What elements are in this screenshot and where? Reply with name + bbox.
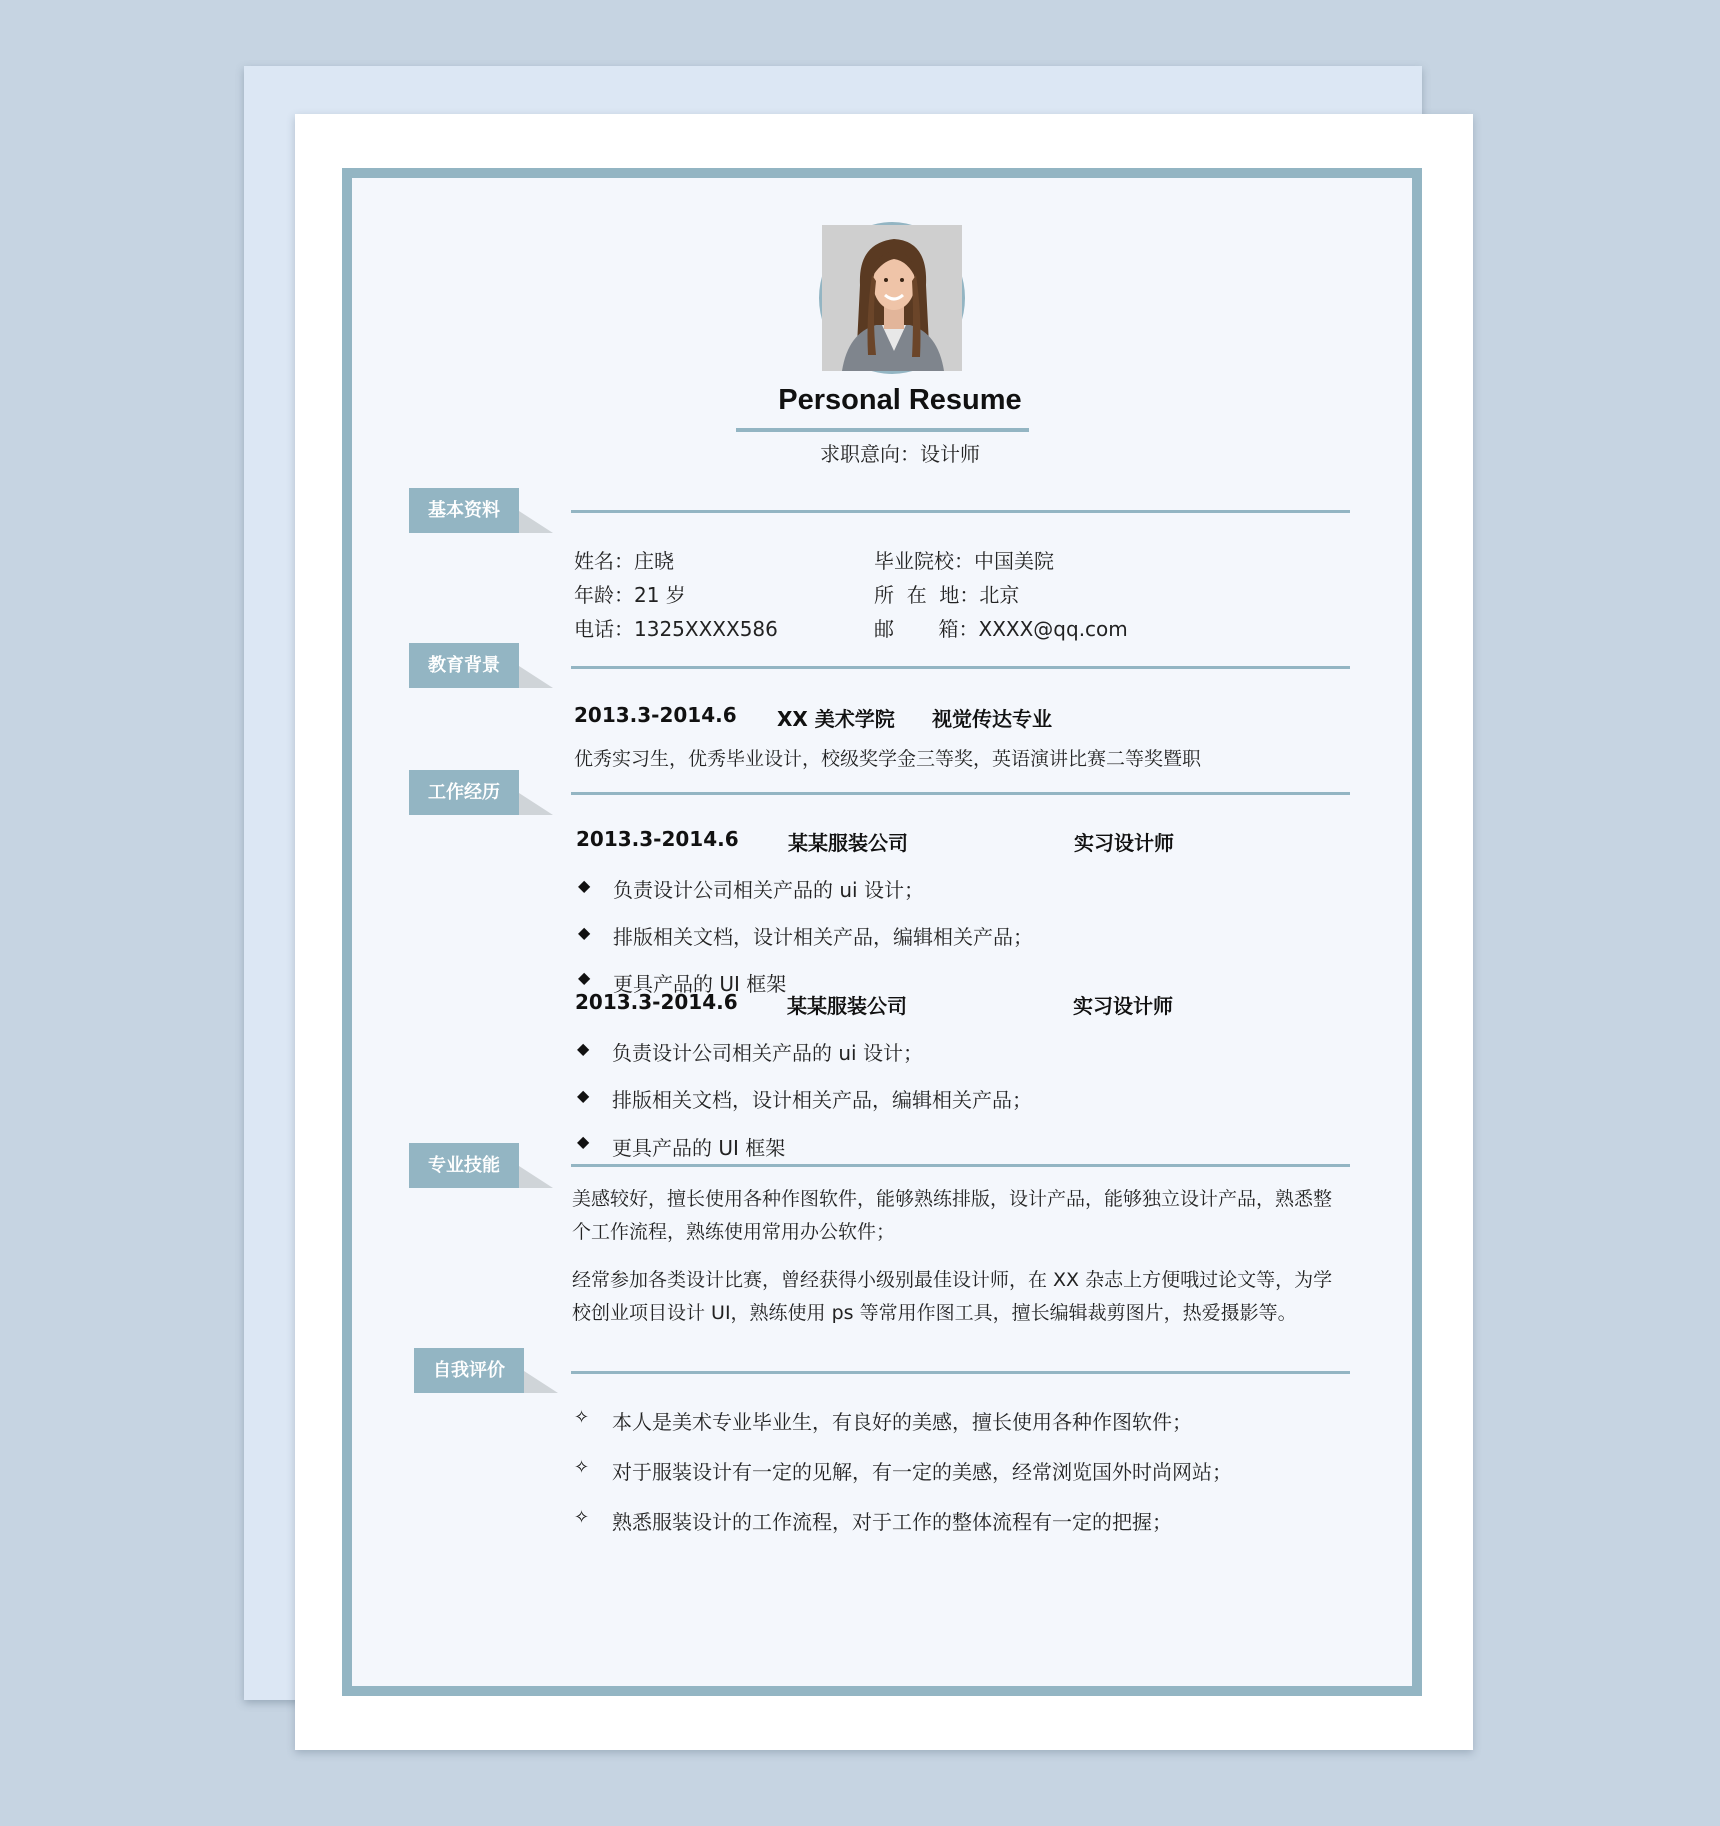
edu-awards: 优秀实习生，优秀毕业设计，校级奖学金三等奖，英语演讲比赛二等奖暨职 — [574, 748, 1202, 770]
portrait-photo — [822, 225, 962, 371]
section-rule — [571, 792, 1350, 795]
sparkle-bullet-icon: ✧ — [574, 1457, 590, 1478]
info-phone: 电话：1325XXXX586 — [574, 617, 778, 641]
section-rule — [571, 1164, 1350, 1167]
section-tag-skills: 专业技能 — [409, 1143, 519, 1188]
work-role: 实习设计师 — [1073, 994, 1173, 1018]
self-eval-item: 熟悉服装设计的工作流程，对于工作的整体流程有一定的把握； — [612, 1510, 1172, 1534]
title-underline — [736, 428, 1029, 432]
tag-fold — [519, 666, 553, 688]
work-item: 更具产品的 UI 框架 — [613, 972, 787, 996]
diamond-bullet-icon: ◆ — [577, 1039, 590, 1058]
avatar — [819, 222, 965, 374]
resume-title: Personal Resume — [778, 384, 1022, 416]
info-name: 姓名：庄晓 — [574, 549, 674, 573]
tag-fold — [519, 1166, 553, 1188]
info-location: 所 在 地：北京 — [874, 583, 1020, 607]
work-item: 排版相关文档，设计相关产品，编辑相关产品； — [613, 925, 1033, 949]
skills-paragraph: 美感较好，擅长使用各种作图软件，能够熟练排版，设计产品，能够独立设计产品，熟悉整个工作流程，熟练使用常用办公软件； — [572, 1188, 1333, 1243]
edu-school: XX 美术学院 — [777, 707, 895, 731]
edu-period: 2013.3-2014.6 — [574, 703, 737, 727]
edu-awards-clip — [574, 744, 1294, 770]
info-email: 邮 箱：XXXX@qq.com — [874, 617, 1128, 641]
diamond-bullet-icon: ◆ — [578, 923, 591, 942]
sparkle-bullet-icon: ✧ — [574, 1507, 590, 1528]
tag-fold — [519, 511, 553, 533]
self-eval-item: 对于服装设计有一定的见解，有一定的美感，经常浏览国外时尚网站； — [612, 1460, 1232, 1484]
sparkle-bullet-icon: ✧ — [574, 1407, 590, 1428]
info-school: 毕业院校：中国美院 — [874, 549, 1054, 573]
work-company: 某某服装公司 — [787, 994, 907, 1018]
work-period: 2013.3-2014.6 — [575, 990, 738, 1014]
info-age: 年龄：21 岁 — [574, 583, 686, 607]
work-item-clip — [574, 968, 1074, 996]
section-rule — [571, 1371, 1350, 1374]
skills-paragraph: 经常参加各类设计比赛，曾经获得小级别最佳设计师，在 XX 杂志上方便哦过论文等，为学校创业项目设计 UI，熟练使用 ps 等常用作图工具，擅长编辑裁剪图片，热爱摄影等。 — [572, 1269, 1333, 1324]
work-item: 负责设计公司相关产品的 ui 设计； — [612, 1041, 923, 1065]
work-item: 负责设计公司相关产品的 ui 设计； — [613, 878, 924, 902]
work-item: 排版相关文档，设计相关产品，编辑相关产品； — [612, 1088, 1032, 1112]
diamond-bullet-icon: ◆ — [577, 1132, 590, 1151]
section-tag-education: 教育背景 — [409, 643, 519, 688]
work-item: 更具产品的 UI 框架 — [612, 1136, 786, 1160]
section-tag-work: 工作经历 — [409, 770, 519, 815]
work-item-clip — [573, 1132, 1073, 1160]
self-eval-item: 本人是美术专业毕业生，有良好的美感，擅长使用各种作图软件； — [612, 1410, 1192, 1434]
tag-fold — [524, 1371, 558, 1393]
job-objective: 求职意向：设计师 — [820, 442, 980, 466]
edu-major: 视觉传达专业 — [932, 707, 1052, 731]
work-period: 2013.3-2014.6 — [576, 827, 739, 851]
section-tag-basic: 基本资料 — [409, 488, 519, 533]
section-tag-self: 自我评价 — [414, 1348, 524, 1393]
diamond-bullet-icon: ◆ — [578, 968, 591, 987]
diamond-bullet-icon: ◆ — [577, 1086, 590, 1105]
section-rule — [571, 510, 1350, 513]
work-company: 某某服装公司 — [788, 831, 908, 855]
work-role: 实习设计师 — [1074, 831, 1174, 855]
section-rule — [571, 666, 1350, 669]
diamond-bullet-icon: ◆ — [578, 876, 591, 895]
tag-fold — [519, 793, 553, 815]
